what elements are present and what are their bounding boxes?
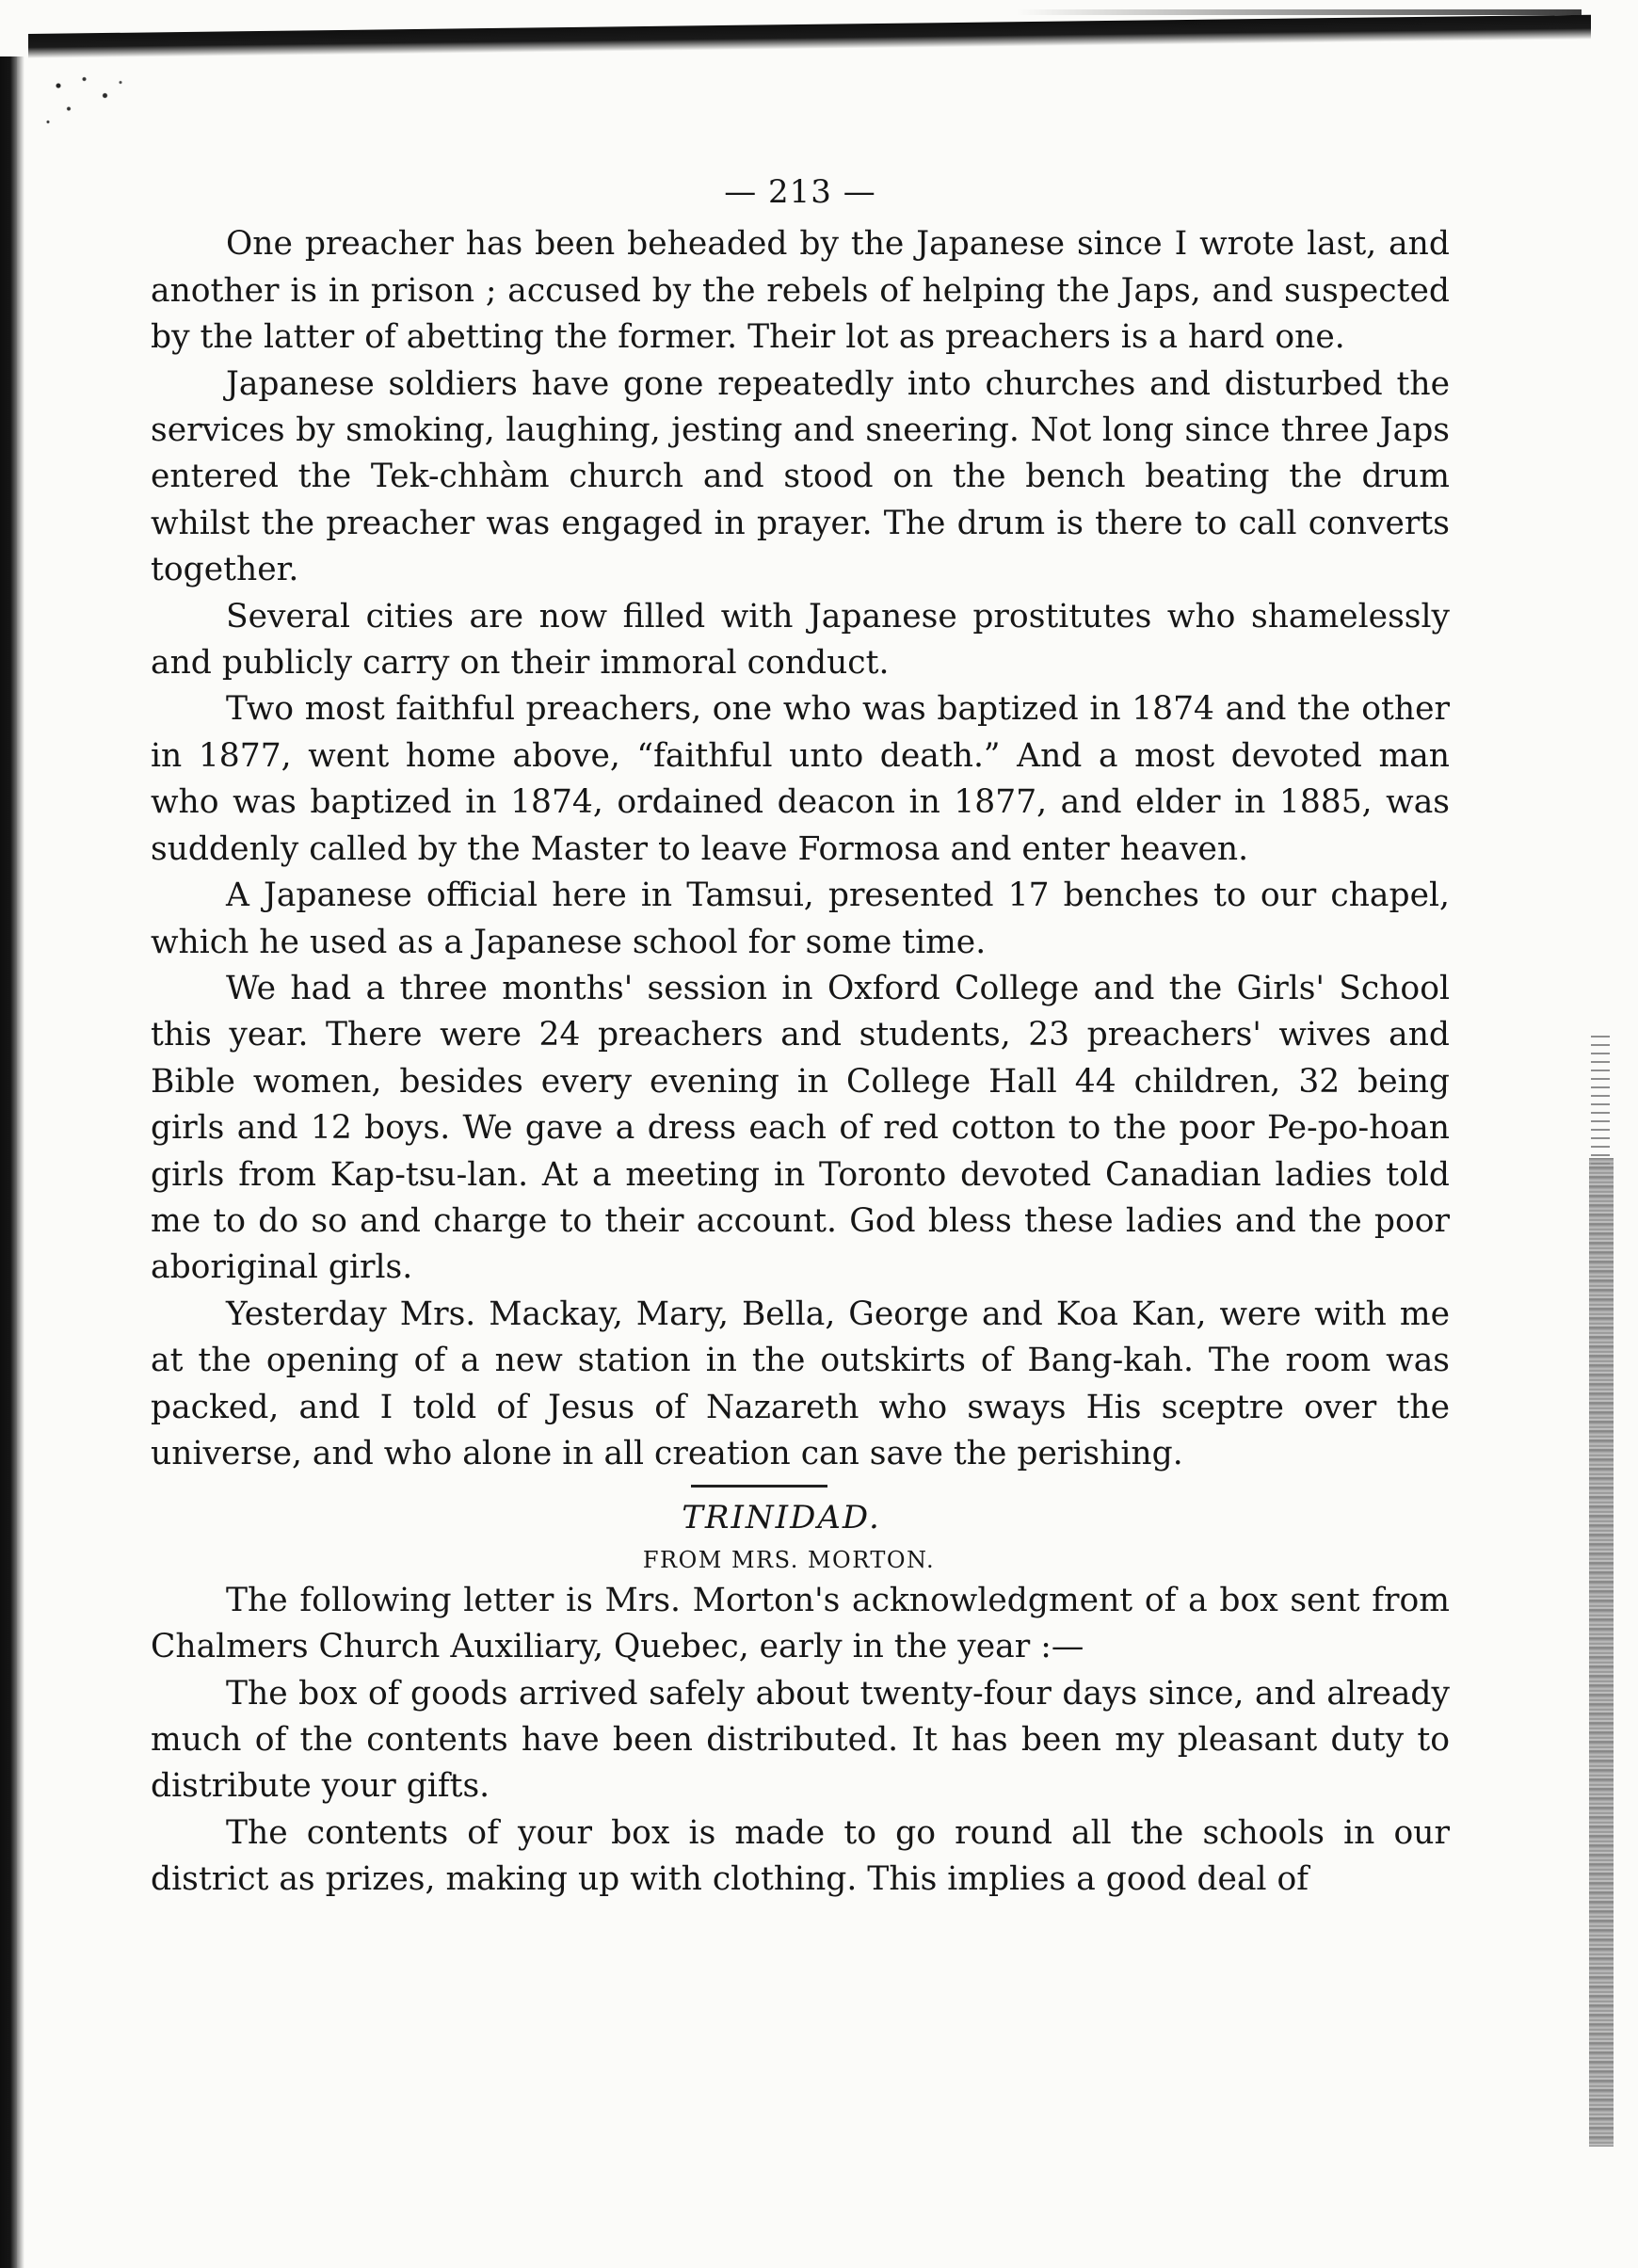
scan-edge-left [0, 56, 17, 2268]
section-byline: FROM MRS. MORTON. [642, 1546, 936, 1573]
scan-corner-noise [38, 66, 141, 132]
paragraph: We had a three months' session in Oxford College and the Girls' School this year. There were 24 preachers and students, 23 preachers' wives and Bible women, besides every evening in College Hall 44 children, 32 being girls and 12 boys. We gave a dress each of red cotton to the poor Pe-po-hoan girls from Kap-tsu-lan. At a meeting in Toronto devoted Canadian ladies told me to do so and charge to their account. God bless these ladies and the poor aboriginal girls. [151, 969, 1450, 1287]
page-text [151, 169, 1450, 1904]
scan-right-margin-noise [1589, 1158, 1614, 2147]
paragraph: The following letter is Mrs. Morton's acknowledgment of a box sent from Chalmers Church Auxiliary, Quebec, early in the year :— [151, 1581, 1450, 1666]
section-divider [691, 1485, 827, 1488]
page-number: — 213 — [724, 173, 876, 211]
scan-right-specks [1591, 1036, 1610, 1167]
paragraph: The contents of your box is made to go round all the schools in our district as prizes, making up with clothing. This implies a good deal of [151, 1813, 1450, 1899]
paragraph: The box of goods arrived safely about twenty-four days since, and already much of the contents have been distributed. It has been my pleasant duty to distribute your gifts. [151, 1674, 1450, 1806]
paragraph: Japanese soldiers have gone repeatedly into churches and disturbed the services by smoking, laughing, jesting and sneering. Not long since three Japs entered the Tek-chhàm church and stood on the bench beating the drum whilst the preacher was engaged in prayer. The drum is there to call converts together. [151, 364, 1450, 589]
paragraph: Yesterday Mrs. Mackay, Mary, Bella, George and Koa Kan, were with me at the opening of a new station in the outskirts of Bang-kah. The room was packed, and I told of Jesus of Nazareth who sways His sceptre over the universe, and who alone in all creation can save the perishing. [151, 1295, 1450, 1472]
paragraph: A Japanese official here in Tamsui, presented 17 benches to our chapel, which he used as a Japanese school for some time. [151, 877, 1450, 961]
scan-edge-top [28, 15, 1591, 58]
paragraph: One preacher has been beheaded by the Japanese since I wrote last, and another is in prison ; accused by the rebels of helping the Japs, and suspected by the latter of abetting the former. Their lot as preachers is a hard one. [151, 225, 1450, 357]
scan-edge-top-streak [1017, 9, 1582, 15]
paragraph: Several cities are now filled with Japanese prostitutes who shamelessly and publicly carry on their immoral conduct. [151, 597, 1450, 683]
section-title: TRINIDAD. [682, 1499, 881, 1537]
scan-edge-left-shadow [17, 56, 24, 2268]
paragraph: Two most faithful preachers, one who was baptized in 1874 and the other in 1877, went home above, “faithful unto death.” And a most devoted man who was baptized in 1874, ordained deacon in 1877, and elder in 1885, was suddenly called by the Master to leave Formosa and enter heaven. [151, 690, 1450, 868]
